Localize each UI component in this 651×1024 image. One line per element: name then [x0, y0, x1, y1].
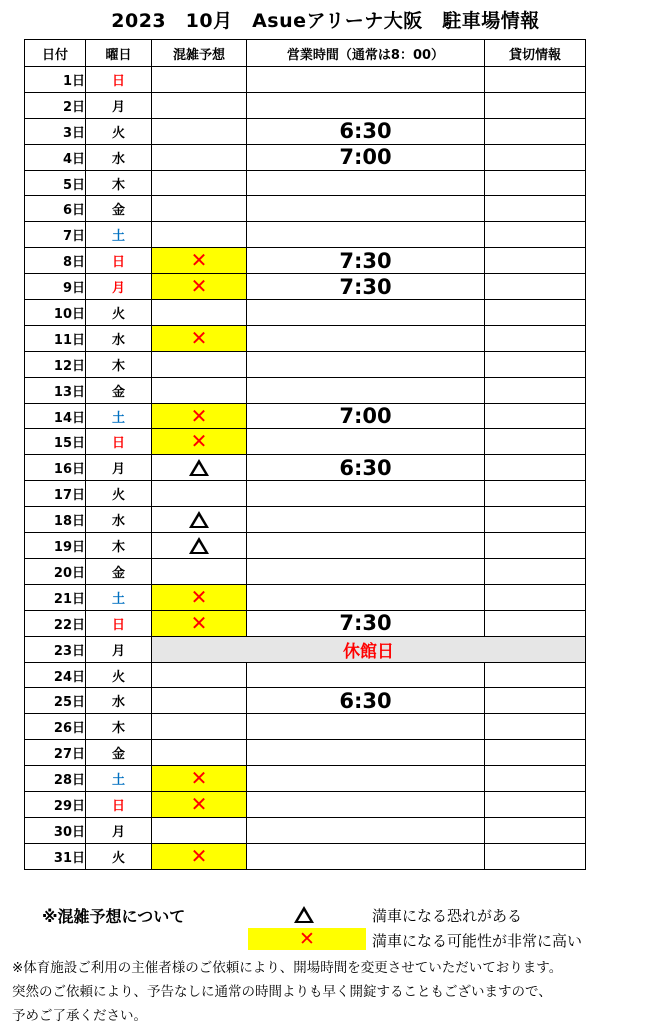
day-of-week-cell: 木	[86, 170, 152, 196]
table-row	[25, 196, 586, 222]
cross-icon: ✕	[299, 928, 315, 950]
closed-day-cell: 休館日	[152, 636, 586, 662]
table-row	[25, 558, 586, 584]
day-of-week-cell: 木	[86, 351, 152, 377]
congestion-cell	[152, 351, 247, 377]
charter-cell	[485, 584, 586, 610]
date-cell: 5日	[25, 170, 86, 196]
day-of-week-cell: 月	[86, 455, 152, 481]
table-row	[25, 300, 586, 326]
date-cell: 21日	[25, 584, 86, 610]
day-of-week-cell: 土	[86, 222, 152, 248]
cross-icon: ✕	[190, 429, 208, 454]
charter-cell	[485, 274, 586, 300]
cross-icon: ✕	[190, 610, 208, 635]
date-cell: 11日	[25, 325, 86, 351]
date-cell: 14日	[25, 403, 86, 429]
congestion-cell	[152, 274, 247, 300]
day-of-week-cell: 月	[86, 274, 152, 300]
charter-cell	[485, 481, 586, 507]
legend-title: ※混雑予想について	[42, 907, 186, 926]
day-of-week-cell: 火	[86, 481, 152, 507]
charter-cell	[485, 740, 586, 766]
triangle-icon	[189, 459, 209, 476]
hours-cell: 7:30	[247, 248, 485, 274]
congestion-cell	[152, 455, 247, 481]
hours-cell: 7:00	[247, 144, 485, 170]
table-row	[25, 455, 586, 481]
table-row	[25, 507, 586, 533]
charter-cell	[485, 222, 586, 248]
charter-cell	[485, 403, 586, 429]
table-row	[25, 170, 586, 196]
charter-cell	[485, 558, 586, 584]
header-charter: 貸切情報	[485, 40, 586, 67]
day-of-week-cell: 木	[86, 533, 152, 559]
day-of-week-cell: 金	[86, 377, 152, 403]
congestion-cell	[152, 533, 247, 559]
table-row	[25, 92, 586, 118]
date-cell: 17日	[25, 481, 86, 507]
date-cell: 25日	[25, 688, 86, 714]
schedule-body	[25, 67, 586, 870]
congestion-cell	[152, 662, 247, 688]
congestion-cell	[152, 222, 247, 248]
date-cell: 4日	[25, 144, 86, 170]
congestion-cell	[152, 610, 247, 636]
table-row	[25, 429, 586, 455]
date-cell: 28日	[25, 766, 86, 792]
note-line-2: 突然のご依頼により、予告なしに通常の時間よりも早く開錠することもございますので、	[12, 984, 552, 1000]
charter-cell	[485, 92, 586, 118]
table-row	[25, 144, 586, 170]
charter-cell	[485, 662, 586, 688]
congestion-cell	[152, 118, 247, 144]
charter-cell	[485, 144, 586, 170]
charter-cell	[485, 118, 586, 144]
day-of-week-cell: 日	[86, 248, 152, 274]
header-hours: 営業時間（通常は8：00）	[247, 40, 485, 67]
charter-cell	[485, 351, 586, 377]
date-cell: 7日	[25, 222, 86, 248]
congestion-cell	[152, 584, 247, 610]
hours-cell	[247, 558, 485, 584]
table-row	[25, 688, 586, 714]
header-day-of-week: 曜日	[86, 40, 152, 67]
date-cell: 13日	[25, 377, 86, 403]
date-cell: 29日	[25, 792, 86, 818]
hours-cell: 6:30	[247, 118, 485, 144]
table-row	[25, 377, 586, 403]
table-row	[25, 248, 586, 274]
table-row	[25, 610, 586, 636]
congestion-cell	[152, 714, 247, 740]
date-cell: 23日	[25, 636, 86, 662]
date-cell: 18日	[25, 507, 86, 533]
charter-cell	[485, 248, 586, 274]
charter-cell	[485, 766, 586, 792]
day-of-week-cell: 金	[86, 740, 152, 766]
congestion-cell	[152, 144, 247, 170]
cross-icon: ✕	[190, 403, 208, 428]
day-of-week-cell: 水	[86, 507, 152, 533]
date-cell: 24日	[25, 662, 86, 688]
table-row	[25, 714, 586, 740]
day-of-week-cell: 火	[86, 118, 152, 144]
charter-cell	[485, 714, 586, 740]
charter-cell	[485, 843, 586, 869]
day-of-week-cell: 土	[86, 584, 152, 610]
date-cell: 1日	[25, 67, 86, 93]
charter-cell	[485, 196, 586, 222]
legend-x-text: 満車になる可能性が非常に高い	[372, 932, 583, 950]
congestion-cell	[152, 843, 247, 869]
hours-cell	[247, 714, 485, 740]
legend-x-swatch	[248, 928, 366, 950]
table-row	[25, 792, 586, 818]
charter-cell	[485, 170, 586, 196]
date-cell: 20日	[25, 558, 86, 584]
day-of-week-cell: 火	[86, 662, 152, 688]
cross-icon: ✕	[190, 766, 208, 791]
table-row	[25, 766, 586, 792]
charter-cell	[485, 792, 586, 818]
hours-cell	[247, 817, 485, 843]
parking-schedule-table	[24, 39, 586, 870]
day-of-week-cell: 日	[86, 792, 152, 818]
hours-cell	[247, 67, 485, 93]
date-cell: 31日	[25, 843, 86, 869]
table-row	[25, 274, 586, 300]
hours-cell: 6:30	[247, 688, 485, 714]
header-date: 日付	[25, 40, 86, 67]
note-line-3: 予めご了承ください。	[12, 1008, 147, 1024]
day-of-week-cell: 水	[86, 144, 152, 170]
date-cell: 12日	[25, 351, 86, 377]
congestion-cell	[152, 740, 247, 766]
day-of-week-cell: 水	[86, 688, 152, 714]
page-title: 2023 10月 Asueアリーナ大阪 駐車場情報	[111, 10, 540, 32]
congestion-cell	[152, 817, 247, 843]
charter-cell	[485, 429, 586, 455]
congestion-cell	[152, 325, 247, 351]
table-row	[25, 584, 586, 610]
table-row	[25, 67, 586, 93]
congestion-cell	[152, 248, 247, 274]
table-row	[25, 481, 586, 507]
hours-cell	[247, 429, 485, 455]
hours-cell: 7:30	[247, 274, 485, 300]
congestion-cell	[152, 67, 247, 93]
table-row	[25, 740, 586, 766]
day-of-week-cell: 月	[86, 636, 152, 662]
table-row	[25, 636, 586, 662]
day-of-week-cell: 土	[86, 403, 152, 429]
congestion-cell	[152, 688, 247, 714]
cross-icon: ✕	[190, 584, 208, 609]
day-of-week-cell: 月	[86, 92, 152, 118]
date-cell: 16日	[25, 455, 86, 481]
day-of-week-cell: 日	[86, 610, 152, 636]
date-cell: 27日	[25, 740, 86, 766]
hours-cell	[247, 662, 485, 688]
hours-cell	[247, 843, 485, 869]
hours-cell	[247, 325, 485, 351]
charter-cell	[485, 67, 586, 93]
charter-cell	[485, 688, 586, 714]
date-cell: 6日	[25, 196, 86, 222]
table-row	[25, 325, 586, 351]
table-row	[25, 817, 586, 843]
congestion-cell	[152, 429, 247, 455]
congestion-cell	[152, 481, 247, 507]
charter-cell	[485, 325, 586, 351]
date-cell: 10日	[25, 300, 86, 326]
hours-cell	[247, 584, 485, 610]
charter-cell	[485, 507, 586, 533]
congestion-cell	[152, 558, 247, 584]
legend-triangle-text: 満車になる恐れがある	[372, 907, 523, 925]
day-of-week-cell: 火	[86, 843, 152, 869]
day-of-week-cell: 金	[86, 558, 152, 584]
charter-cell	[485, 377, 586, 403]
day-of-week-cell: 月	[86, 817, 152, 843]
hours-cell: 7:30	[247, 610, 485, 636]
cross-icon: ✕	[190, 843, 208, 868]
cross-icon: ✕	[190, 791, 208, 816]
header-row	[25, 40, 586, 67]
table-row	[25, 843, 586, 869]
date-cell: 22日	[25, 610, 86, 636]
charter-cell	[485, 610, 586, 636]
hours-cell: 6:30	[247, 455, 485, 481]
hours-cell	[247, 196, 485, 222]
table-row	[25, 662, 586, 688]
day-of-week-cell: 日	[86, 67, 152, 93]
hours-cell	[247, 222, 485, 248]
day-of-week-cell: 火	[86, 300, 152, 326]
cross-icon: ✕	[190, 274, 208, 299]
day-of-week-cell: 土	[86, 766, 152, 792]
hours-cell	[247, 170, 485, 196]
table-row	[25, 222, 586, 248]
day-of-week-cell: 木	[86, 714, 152, 740]
date-cell: 30日	[25, 817, 86, 843]
triangle-icon	[189, 511, 209, 528]
date-cell: 15日	[25, 429, 86, 455]
date-cell: 19日	[25, 533, 86, 559]
charter-cell	[485, 817, 586, 843]
day-of-week-cell: 金	[86, 196, 152, 222]
table-row	[25, 533, 586, 559]
date-cell: 26日	[25, 714, 86, 740]
congestion-cell	[152, 170, 247, 196]
date-cell: 3日	[25, 118, 86, 144]
day-of-week-cell: 日	[86, 429, 152, 455]
header-congestion: 混雑予想	[152, 40, 247, 67]
hours-cell	[247, 740, 485, 766]
congestion-cell	[152, 403, 247, 429]
hours-cell	[247, 533, 485, 559]
date-cell: 2日	[25, 92, 86, 118]
note-line-1: ※体育施設ご利用の主催者様のご依頼により、開場時間を変更させていただいております。	[12, 960, 563, 976]
table-row	[25, 351, 586, 377]
congestion-cell	[152, 92, 247, 118]
congestion-cell	[152, 792, 247, 818]
hours-cell	[247, 300, 485, 326]
congestion-cell	[152, 766, 247, 792]
congestion-cell	[152, 507, 247, 533]
triangle-icon	[189, 537, 209, 554]
table-row	[25, 403, 586, 429]
congestion-cell	[152, 196, 247, 222]
hours-cell	[247, 377, 485, 403]
triangle-icon	[294, 906, 314, 923]
charter-cell	[485, 533, 586, 559]
date-cell: 9日	[25, 274, 86, 300]
hours-cell: 7:00	[247, 403, 485, 429]
congestion-cell	[152, 300, 247, 326]
day-of-week-cell: 水	[86, 325, 152, 351]
date-cell: 8日	[25, 248, 86, 274]
hours-cell	[247, 792, 485, 818]
hours-cell	[247, 481, 485, 507]
table-row	[25, 118, 586, 144]
congestion-cell	[152, 377, 247, 403]
hours-cell	[247, 507, 485, 533]
cross-icon: ✕	[190, 325, 208, 350]
charter-cell	[485, 455, 586, 481]
hours-cell	[247, 766, 485, 792]
hours-cell	[247, 92, 485, 118]
cross-icon: ✕	[190, 248, 208, 273]
hours-cell	[247, 351, 485, 377]
charter-cell	[485, 300, 586, 326]
